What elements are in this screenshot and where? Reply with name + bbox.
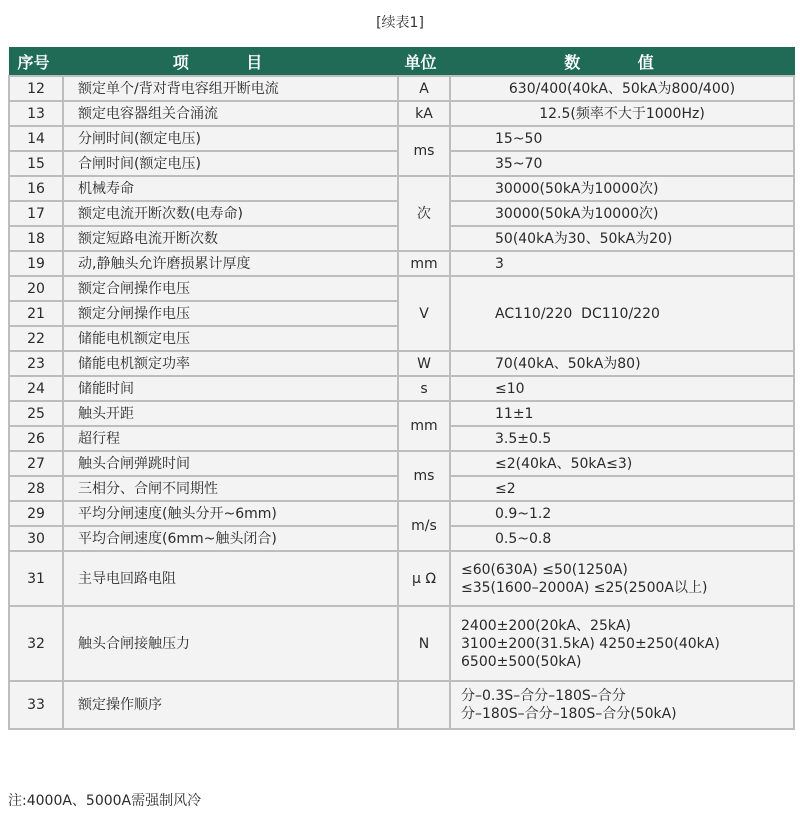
row-item: 触头合闸接触压力 [63,606,398,681]
value-line: 6500±500(50kA) [461,653,582,670]
row-unit: s [398,376,450,401]
row-value: ≤2(40kA、50kA≤3) [450,451,794,476]
table-row [9,606,794,681]
table-row [9,501,794,526]
row-no: 26 [9,426,63,451]
row-item: 触头开距 [63,401,398,426]
row-no: 15 [9,151,63,176]
row-item: 额定分闸操作电压 [63,301,398,326]
row-value: 3 [450,251,794,276]
row-no: 31 [9,551,63,606]
row-item: 额定电容器组关合涌流 [63,101,398,126]
row-item: 额定短路电流开断次数 [63,226,398,251]
row-value: 30000(50kA为10000次) [450,176,794,201]
row-unit: ms [398,126,450,176]
row-no: 17 [9,201,63,226]
row-item: 储能电机额定电压 [63,326,398,351]
row-no: 21 [9,301,63,326]
row-unit: V [398,276,450,351]
row-unit: μ Ω [398,551,450,606]
row-value: AC110/220 DC110/220 [450,276,794,351]
value-line: 分–0.3S–合分–180S–合分 [461,688,626,704]
row-unit: mm [398,251,450,276]
row-item: 分闸时间(额定电压) [63,126,398,151]
value-line: ≤60(630A) ≤50(1250A) [461,561,628,578]
table-row [9,551,794,606]
row-no: 22 [9,326,63,351]
spec-table [8,47,795,730]
row-value: 70(40kA、50kA为80) [450,351,794,376]
table-row [9,351,794,376]
row-no: 18 [9,226,63,251]
row-no: 14 [9,126,63,151]
header-item: 项 目 [63,48,398,77]
row-no: 30 [9,526,63,551]
header-no: 序号 [9,48,63,77]
row-item: 合闸时间(额定电压) [63,151,398,176]
row-no: 13 [9,101,63,126]
row-no: 25 [9,401,63,426]
row-no: 23 [9,351,63,376]
row-no: 20 [9,276,63,301]
row-unit: A [398,76,450,101]
row-value: 11±1 [450,401,794,426]
row-item: 超行程 [63,426,398,451]
row-unit: mm [398,401,450,451]
table-row [9,126,794,151]
row-value: 35~70 [450,151,794,176]
table-caption: [续表1] [376,15,424,31]
header-unit: 单位 [398,48,450,77]
row-item: 额定合闸操作电压 [63,276,398,301]
row-value: 0.5~0.8 [450,526,794,551]
row-value [450,606,794,681]
row-no: 32 [9,606,63,681]
row-unit: ms [398,451,450,501]
table-row [9,681,794,729]
row-value: 15~50 [450,126,794,151]
table-row [9,451,794,476]
row-item: 额定单个/背对背电容组开断电流 [63,76,398,101]
value-line: ≤35(1600–2000A) ≤25(2500A以上) [461,579,708,596]
header-value: 数 值 [450,48,794,77]
row-item: 三相分、合闸不同期性 [63,476,398,501]
row-value: 0.9~1.2 [450,501,794,526]
row-unit [398,681,450,729]
row-value [450,681,794,729]
row-item: 额定操作顺序 [63,681,398,729]
table-row [9,76,794,101]
value-line: 2400±200(20kA、25kA) [461,617,632,634]
row-value [450,551,794,606]
row-no: 12 [9,76,63,101]
row-value: ≤10 [450,376,794,401]
row-value: 12.5(频率不大于1000Hz) [450,101,794,126]
row-no: 24 [9,376,63,401]
row-no: 27 [9,451,63,476]
row-value: 30000(50kA为10000次) [450,201,794,226]
footnote: 注:4000A、5000A需强制风冷 [8,793,202,809]
row-item: 额定电流开断次数(电寿命) [63,201,398,226]
row-value: 50(40kA为30、50kA为20) [450,226,794,251]
table-row [9,176,794,201]
row-value: ≤2 [450,476,794,501]
row-value: 630/400(40kA、50kA为800/400) [450,76,794,101]
row-no: 28 [9,476,63,501]
row-no: 33 [9,681,63,729]
row-item: 储能时间 [63,376,398,401]
row-value: 3.5±0.5 [450,426,794,451]
value-line: 分–180S–合分–180S–合分(50kA) [461,706,677,722]
row-item: 触头合闸弹跳时间 [63,451,398,476]
row-unit: N [398,606,450,681]
row-no: 16 [9,176,63,201]
row-unit: W [398,351,450,376]
row-item: 储能电机额定功率 [63,351,398,376]
row-item: 机械寿命 [63,176,398,201]
row-no: 19 [9,251,63,276]
row-no: 29 [9,501,63,526]
row-item: 主导电回路电阻 [63,551,398,606]
value-line: 3100±200(31.5kA) 4250±250(40kA) [461,635,720,652]
table-row [9,276,794,301]
table-row [9,251,794,276]
row-unit: m/s [398,501,450,551]
row-item: 平均分闸速度(触头分开~6mm) [63,501,398,526]
row-item: 动,静触头允许磨损累计厚度 [63,251,398,276]
table-header-row [9,48,794,77]
table-row [9,101,794,126]
table-row [9,376,794,401]
row-unit: 次 [398,176,450,251]
row-unit: kA [398,101,450,126]
table-row [9,401,794,426]
row-item: 平均合闸速度(6mm~触头闭合) [63,526,398,551]
